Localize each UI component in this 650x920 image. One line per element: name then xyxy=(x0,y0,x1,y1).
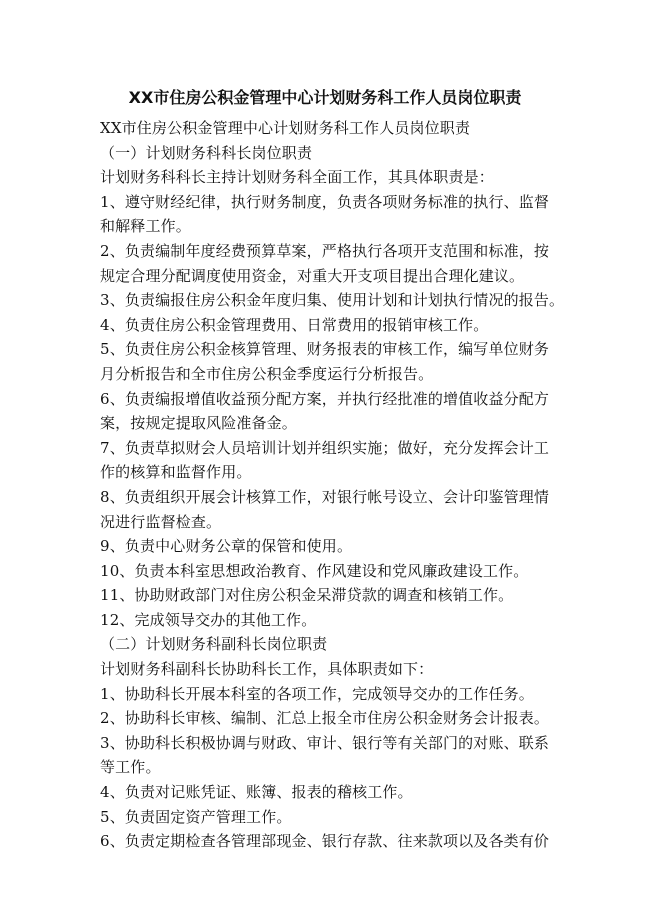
text-line: 规定合理分配调度使用资金，对重大开支项目提出合理化建议。 xyxy=(100,266,525,285)
intro-line: 计划财务科科长主持计划财务科全面工作，其具体职责是： xyxy=(100,168,494,187)
text-line: 3、协助科长积极协调与财政、审计、银行等有关部门的对账、联系 xyxy=(100,733,550,752)
text-line: 等工作。 xyxy=(100,758,161,777)
text-line: 5、负责固定资产管理工作。 xyxy=(100,807,292,826)
text-line: 5、负责住房公积金核算管理、财务报表的审核工作，编写单位财务 xyxy=(100,340,550,359)
subtitle-line: XX市住房公积金管理中心计划财务科工作人员岗位职责 xyxy=(100,119,471,137)
text-line: 4、负责对记账凭证、账簿、报表的稽核工作。 xyxy=(100,783,413,802)
section-heading-1: （一）计划财务科科长岗位职责 xyxy=(100,143,313,162)
text-line: 作的核算和监督作用。 xyxy=(100,463,252,482)
text-line: 3、负责编报住房公积金年度归集、使用计划和计划执行情况的报告。 xyxy=(100,291,565,310)
text-line: 6、负责定期检查各管理部现金、银行存款、往来款项以及各类有价 xyxy=(100,832,550,851)
text-line: 12、完成领导交办的其他工作。 xyxy=(100,610,317,629)
text-line: 8、负责组织开展会计核算工作，对银行帐号设立、会计印鉴管理情 xyxy=(100,487,550,506)
text-line: 11、协助财政部门对住房公积金呆滞贷款的调查和核销工作。 xyxy=(100,586,514,605)
text-line: 案，按规定提取风险准备金。 xyxy=(100,414,297,433)
document-title: XX市住房公积金管理中心计划财务科工作人员岗位职责 xyxy=(128,88,522,107)
section-heading-2: （二）计划财务科副科长岗位职责 xyxy=(100,635,328,654)
text-line: 况进行监督检查。 xyxy=(100,512,222,531)
text-line: 9、负责中心财务公章的保管和使用。 xyxy=(100,537,353,556)
text-line: 2、负责编制年度经费预算草案，严格执行各项开支范围和标准，按 xyxy=(100,241,550,260)
text-line: 10、负责本科室思想政治教育、作风建设和党风廉政建设工作。 xyxy=(100,561,529,580)
text-line: 6、负责编报增值收益预分配方案，并执行经批准的增值收益分配方 xyxy=(100,389,550,408)
text-line: 2、协助科长审核、编制、汇总上报全市住房公积金财务会计报表。 xyxy=(100,709,550,728)
intro-line: 计划财务科副科长协助科长工作，具体职责如下： xyxy=(100,660,434,679)
text-line: 1、协助科长开展本科室的各项工作，完成领导交办的工作任务。 xyxy=(100,684,534,703)
document-body xyxy=(100,116,565,854)
text-line: 和解释工作。 xyxy=(100,217,191,236)
text-line: 7、负责草拟财会人员培训计划并组织实施；做好，充分发挥会计工 xyxy=(100,438,550,457)
text-line: 1、遵守财经纪律，执行财务制度，负责各项财务标准的执行、监督 xyxy=(100,192,550,211)
text-line: 月分析报告和全市住房公积金季度运行分析报告。 xyxy=(100,364,434,383)
text-line: 4、负责住房公积金管理费用、日常费用的报销审核工作。 xyxy=(100,315,489,334)
